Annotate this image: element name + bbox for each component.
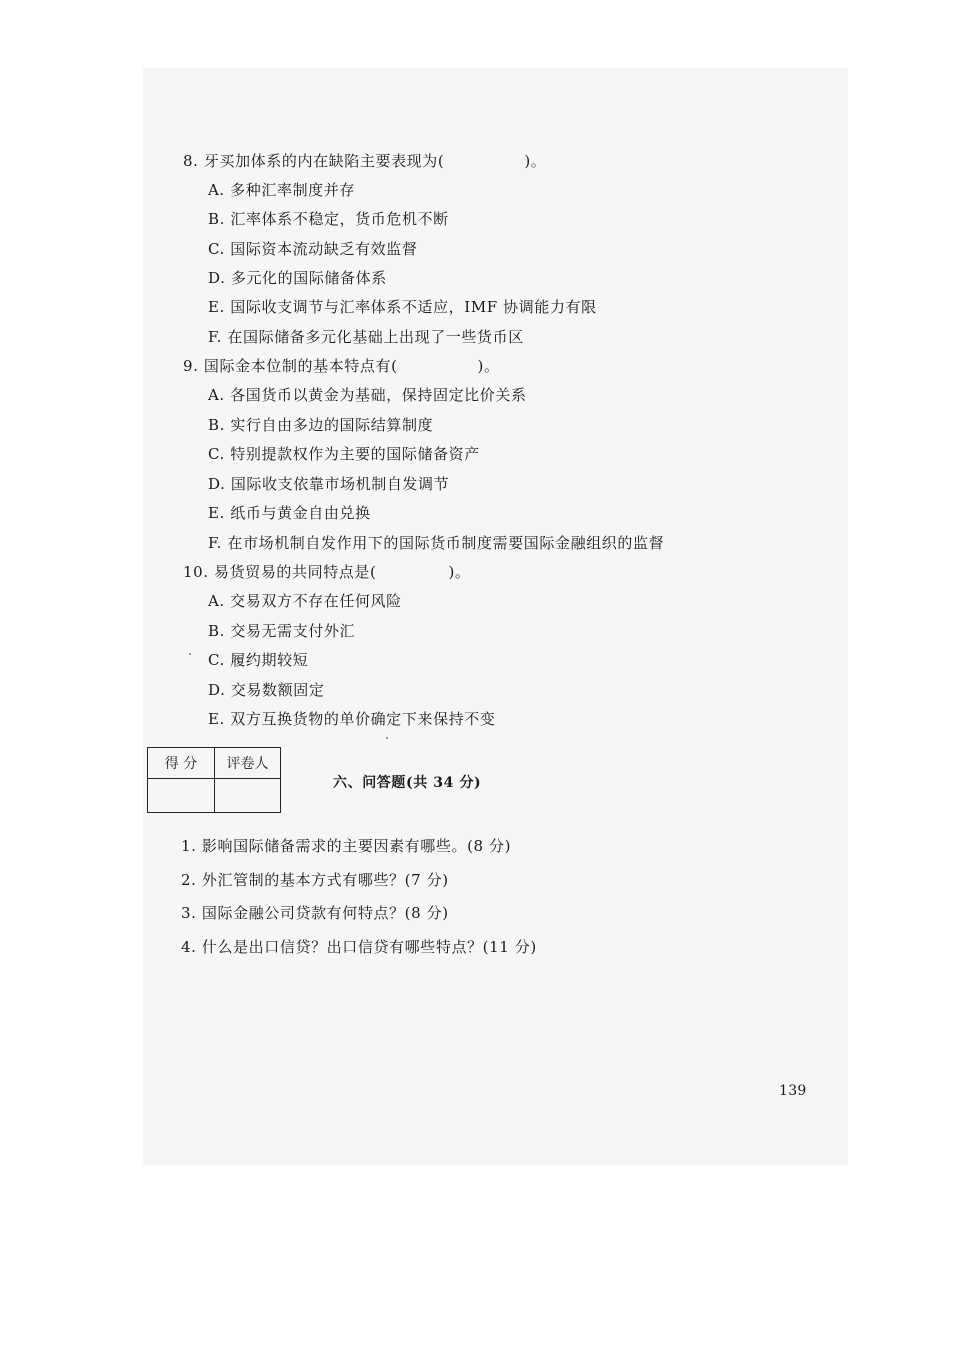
section-title: 六、问答题(共 34 分) xyxy=(333,775,482,791)
question-9-option-f: F. 在市场机制自发作用下的国际货币制度需要国际金融组织的监督 xyxy=(208,534,665,552)
question-10-stem: 10. 易货贸易的共同特点是( )。 xyxy=(183,563,471,581)
score-cell xyxy=(148,779,215,813)
question-8-option-f: F. 在国际储备多元化基础上出现了一些货币区 xyxy=(208,328,524,346)
score-header: 得 分 xyxy=(148,748,215,779)
question-10-option-a: A. 交易双方不存在任何风险 xyxy=(208,592,402,610)
short-question-3: 3. 国际金融公司贷款有何特点？(8 分) xyxy=(181,904,449,922)
question-8-option-c: C. 国际资本流动缺乏有效监督 xyxy=(208,240,418,258)
question-9-option-a: A. 各国货币以黄金为基础，保持固定比价关系 xyxy=(208,386,527,404)
score-table xyxy=(147,747,281,813)
page-number: 139 xyxy=(779,1083,807,1099)
question-9-stem: 9. 国际金本位制的基本特点有( )。 xyxy=(183,357,500,375)
question-9-option-c: C. 特别提款权作为主要的国际储备资产 xyxy=(208,445,480,463)
scan-speck xyxy=(189,653,191,655)
question-10-option-e: E. 双方互换货物的单价确定下来保持不变 xyxy=(208,710,496,728)
question-10-option-d: D. 交易数额固定 xyxy=(208,681,325,699)
question-10-option-c: C. 履约期较短 xyxy=(208,651,309,669)
question-9-option-b: B. 实行自由多边的国际结算制度 xyxy=(208,416,434,434)
question-8-option-d: D. 多元化的国际储备体系 xyxy=(208,269,387,287)
question-8-stem: 8. 牙买加体系的内在缺陷主要表现为( )。 xyxy=(183,152,547,170)
grader-cell xyxy=(215,779,281,813)
question-8-option-b: B. 汇率体系不稳定，货币危机不断 xyxy=(208,210,449,228)
question-9-option-e: E. 纸币与黄金自由兑换 xyxy=(208,504,371,522)
question-8-option-a: A. 多种汇率制度并存 xyxy=(208,181,355,199)
scan-speck xyxy=(386,737,388,739)
question-10-option-b: B. 交易无需支付外汇 xyxy=(208,622,356,640)
short-question-4: 4. 什么是出口信贷？出口信贷有哪些特点？(11 分) xyxy=(181,938,537,956)
grader-header: 评卷人 xyxy=(215,748,281,779)
scanned-page xyxy=(143,68,848,1165)
short-question-1: 1. 影响国际储备需求的主要因素有哪些。(8 分) xyxy=(181,837,512,855)
short-question-2: 2. 外汇管制的基本方式有哪些？(7 分) xyxy=(181,871,449,889)
question-8-option-e: E. 国际收支调节与汇率体系不适应，IMF 协调能力有限 xyxy=(208,298,597,316)
question-9-option-d: D. 国际收支依靠市场机制自发调节 xyxy=(208,475,450,493)
